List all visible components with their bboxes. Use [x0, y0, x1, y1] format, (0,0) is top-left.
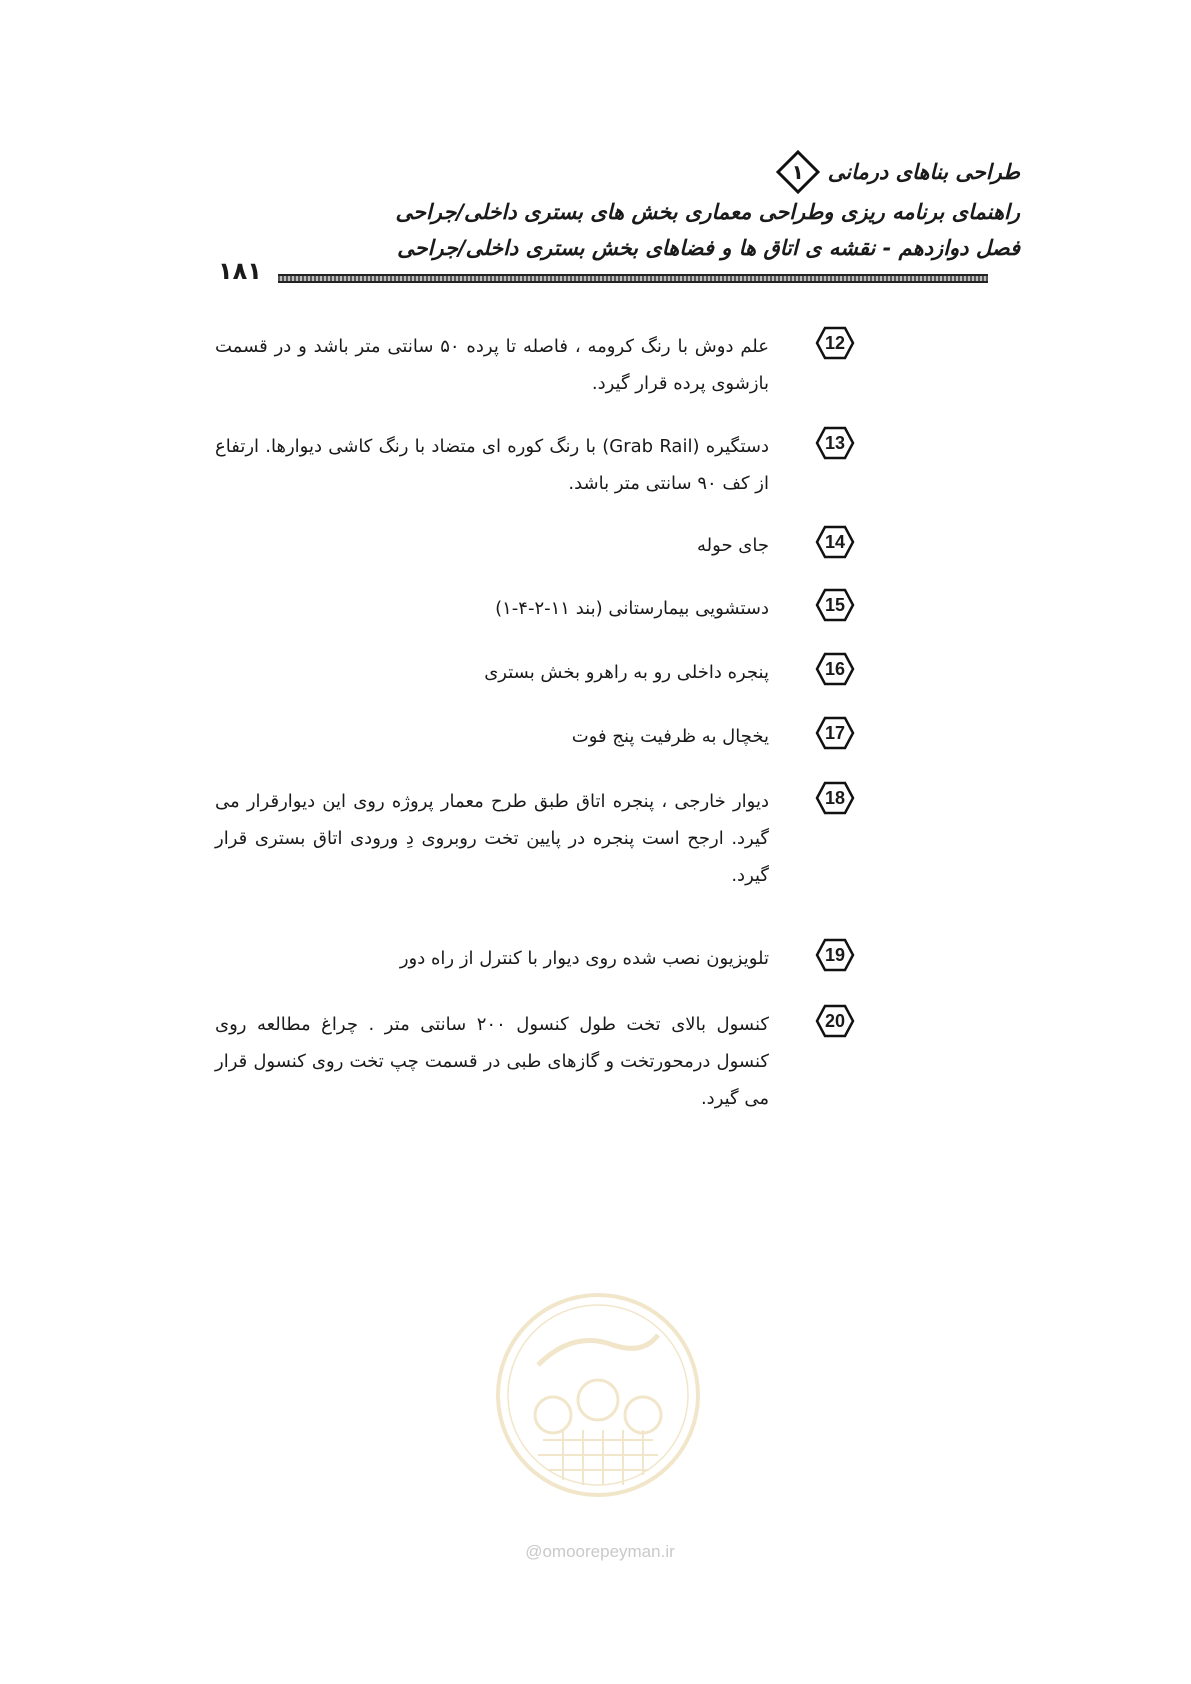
item-text: دستشویی بیمارستانی (بند ۱۱-۲-۴-۱)	[495, 598, 769, 619]
item-number-badge	[815, 588, 855, 622]
item-number: 17	[824, 722, 846, 743]
running-header	[395, 150, 1020, 266]
chapter-title: فصل دوازدهم - نقشه ی اتاق ها و فضاهای بخش بستری داخلی/جراحی	[397, 236, 1020, 260]
item-number-badge	[815, 716, 855, 750]
item-number-badge	[815, 1004, 855, 1038]
list-item	[215, 1004, 855, 1117]
book-title-row	[430, 150, 1020, 194]
item-number-badge	[815, 652, 855, 686]
item-number: 15	[824, 594, 846, 615]
item-number-badge	[815, 426, 855, 460]
item-number-badge	[815, 938, 855, 972]
item-text: دیوار خارجی ، پنجره اتاق طبق طرح معمار پروژه روی این دیوارقرار می گیرد. ارجح است پنجره در پایین تخت روبروی دِ ورودی اتاق بستری قرار گیرد.	[215, 791, 769, 886]
item-text: کنسول بالای تخت طول کنسول ۲۰۰ سانتی متر . چراغ مطالعه روی کنسول درمحورتخت و گازهای طبی در قسمت چپ تخت روی کنسول قرار می گیرد.	[215, 1014, 769, 1109]
item-number-badge	[815, 525, 855, 559]
list-item	[215, 525, 855, 564]
item-text: یخچال به ظرفیت پنج فوت	[571, 726, 769, 747]
item-number: 13	[824, 432, 846, 453]
book-title: طراحی بناهای درمانی	[827, 160, 1020, 184]
list-item	[215, 326, 855, 402]
list-item	[215, 781, 855, 894]
item-number-badge	[815, 781, 855, 815]
book-subtitle: راهنمای برنامه ریزی وطراحی معماری بخش های بستری داخلی/جراحی	[395, 200, 1020, 224]
list-item	[215, 588, 855, 627]
item-number: 12	[824, 332, 846, 353]
item-number: 20	[824, 1010, 846, 1031]
item-text: جای حوله	[697, 535, 769, 556]
item-number-badge	[815, 326, 855, 360]
item-text: تلویزیون نصب شده روی دیوار با کنترل از راه دور	[399, 948, 769, 969]
list-item	[215, 426, 855, 502]
volume-number: ۱	[791, 160, 804, 184]
item-number: 16	[824, 658, 846, 679]
list-item	[215, 652, 855, 691]
watermark-logo	[493, 1290, 703, 1500]
page-number: ۱۸۱	[218, 257, 262, 285]
volume-badge	[776, 150, 820, 194]
item-text: علم دوش با رنگ کرومه ، فاصله تا پرده ۵۰ سانتی متر باشد و در قسمت بازشوی پرده قرار گیرد.	[215, 336, 770, 394]
item-text: پنجره داخلی رو به راهرو بخش بستری	[484, 662, 769, 683]
list-item	[215, 938, 855, 977]
item-number: 18	[824, 787, 846, 808]
item-number: 14	[824, 531, 846, 552]
list-item	[215, 716, 855, 755]
item-number: 19	[824, 944, 846, 965]
item-text: دستگیره (Grab Rail) با رنگ کوره ای متضاد با رنگ کاشی دیوارها. ارتفاع از کف ۹۰ سانتی متر باشد.	[215, 436, 770, 494]
header-rule	[278, 274, 988, 283]
watermark-url: @omoorepeyman.ir	[525, 1542, 675, 1561]
